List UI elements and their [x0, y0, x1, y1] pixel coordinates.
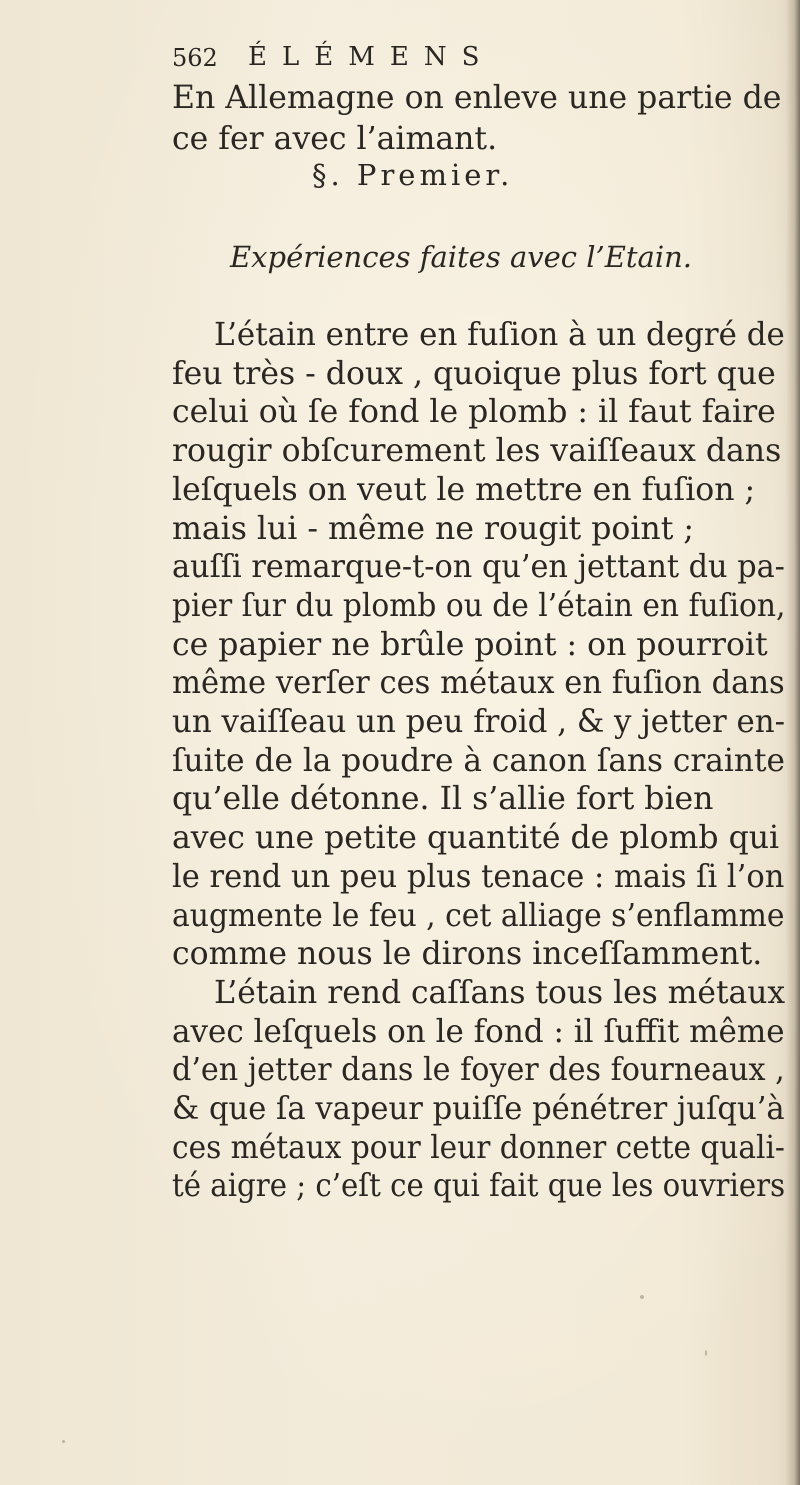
- body-line: qu’elle détonne. Il s’allie fort bien: [172, 781, 714, 818]
- body-line: augmente le feu , cet alliage s’enflamme: [172, 897, 785, 934]
- text-line: En Allemagne on enleve une partie de: [172, 80, 782, 116]
- page-header: [172, 42, 612, 82]
- body-line: même verſer ces métaux en fuſion dans: [172, 665, 785, 702]
- body-line: d’en jetter dans le foyer des fourneaux ,: [172, 1052, 785, 1089]
- body-line: avec leſquels on le fond : il ſuffit même: [172, 1013, 785, 1050]
- body-line: avec une petite quantité de plomb qui: [172, 820, 780, 857]
- body-line: auſſi remarque-t-on qu’en jettant du pa-: [172, 549, 785, 586]
- body-line: L’étain rend caſſans tous les métaux: [214, 974, 786, 1011]
- body-line: mais lui - même ne rougit point ;: [172, 510, 694, 547]
- body-line: comme nous le dirons inceſſamment.: [172, 936, 763, 973]
- text-line: ce fer avec l’aimant.: [172, 121, 498, 157]
- paper-speck: [62, 1440, 65, 1443]
- page-edge-shadow: [786, 0, 800, 1485]
- body-line: feu très - doux , quoique plus fort que: [172, 355, 776, 392]
- body-line: rougir obſcurement les vaiſſeaux dans: [172, 433, 782, 470]
- paper-speck: [640, 1295, 644, 1299]
- body-line: & que ſa vapeur puiſſe pénétrer juſqu’à: [172, 1091, 785, 1127]
- body-line: ces métaux pour leur donner cette quali-: [172, 1129, 785, 1166]
- body-line: un vaiſſeau un peu froid , & y jetter en-: [172, 704, 786, 740]
- page-number: 562: [172, 44, 218, 72]
- section-heading: §. Premier.: [312, 158, 514, 192]
- body-line: celui où ſe fond le plomb : il faut faire: [172, 394, 776, 431]
- body-line: ſuite de la poudre à canon ſans crainte: [172, 742, 785, 779]
- section-subtitle: Expériences faites avec l’Etain.: [230, 240, 693, 274]
- body-line: leſquels on veut le mettre en fuſion ;: [172, 471, 756, 508]
- body-line: té aigre ; c’eſt ce qui fait que les ouvriers: [172, 1168, 786, 1205]
- body-line: pier ſur du plomb ou de l’étain en fuſion,: [172, 587, 786, 624]
- paper-speck: [705, 1350, 707, 1356]
- body-line: le rend un peu plus tenace : mais ſi l’on: [172, 858, 785, 895]
- body-line: L’étain entre en fuſion à un degré de: [214, 317, 785, 353]
- running-head: ÉLÉMENS: [248, 42, 495, 72]
- body-line: ce papier ne brûle point : on pourroit: [172, 626, 768, 663]
